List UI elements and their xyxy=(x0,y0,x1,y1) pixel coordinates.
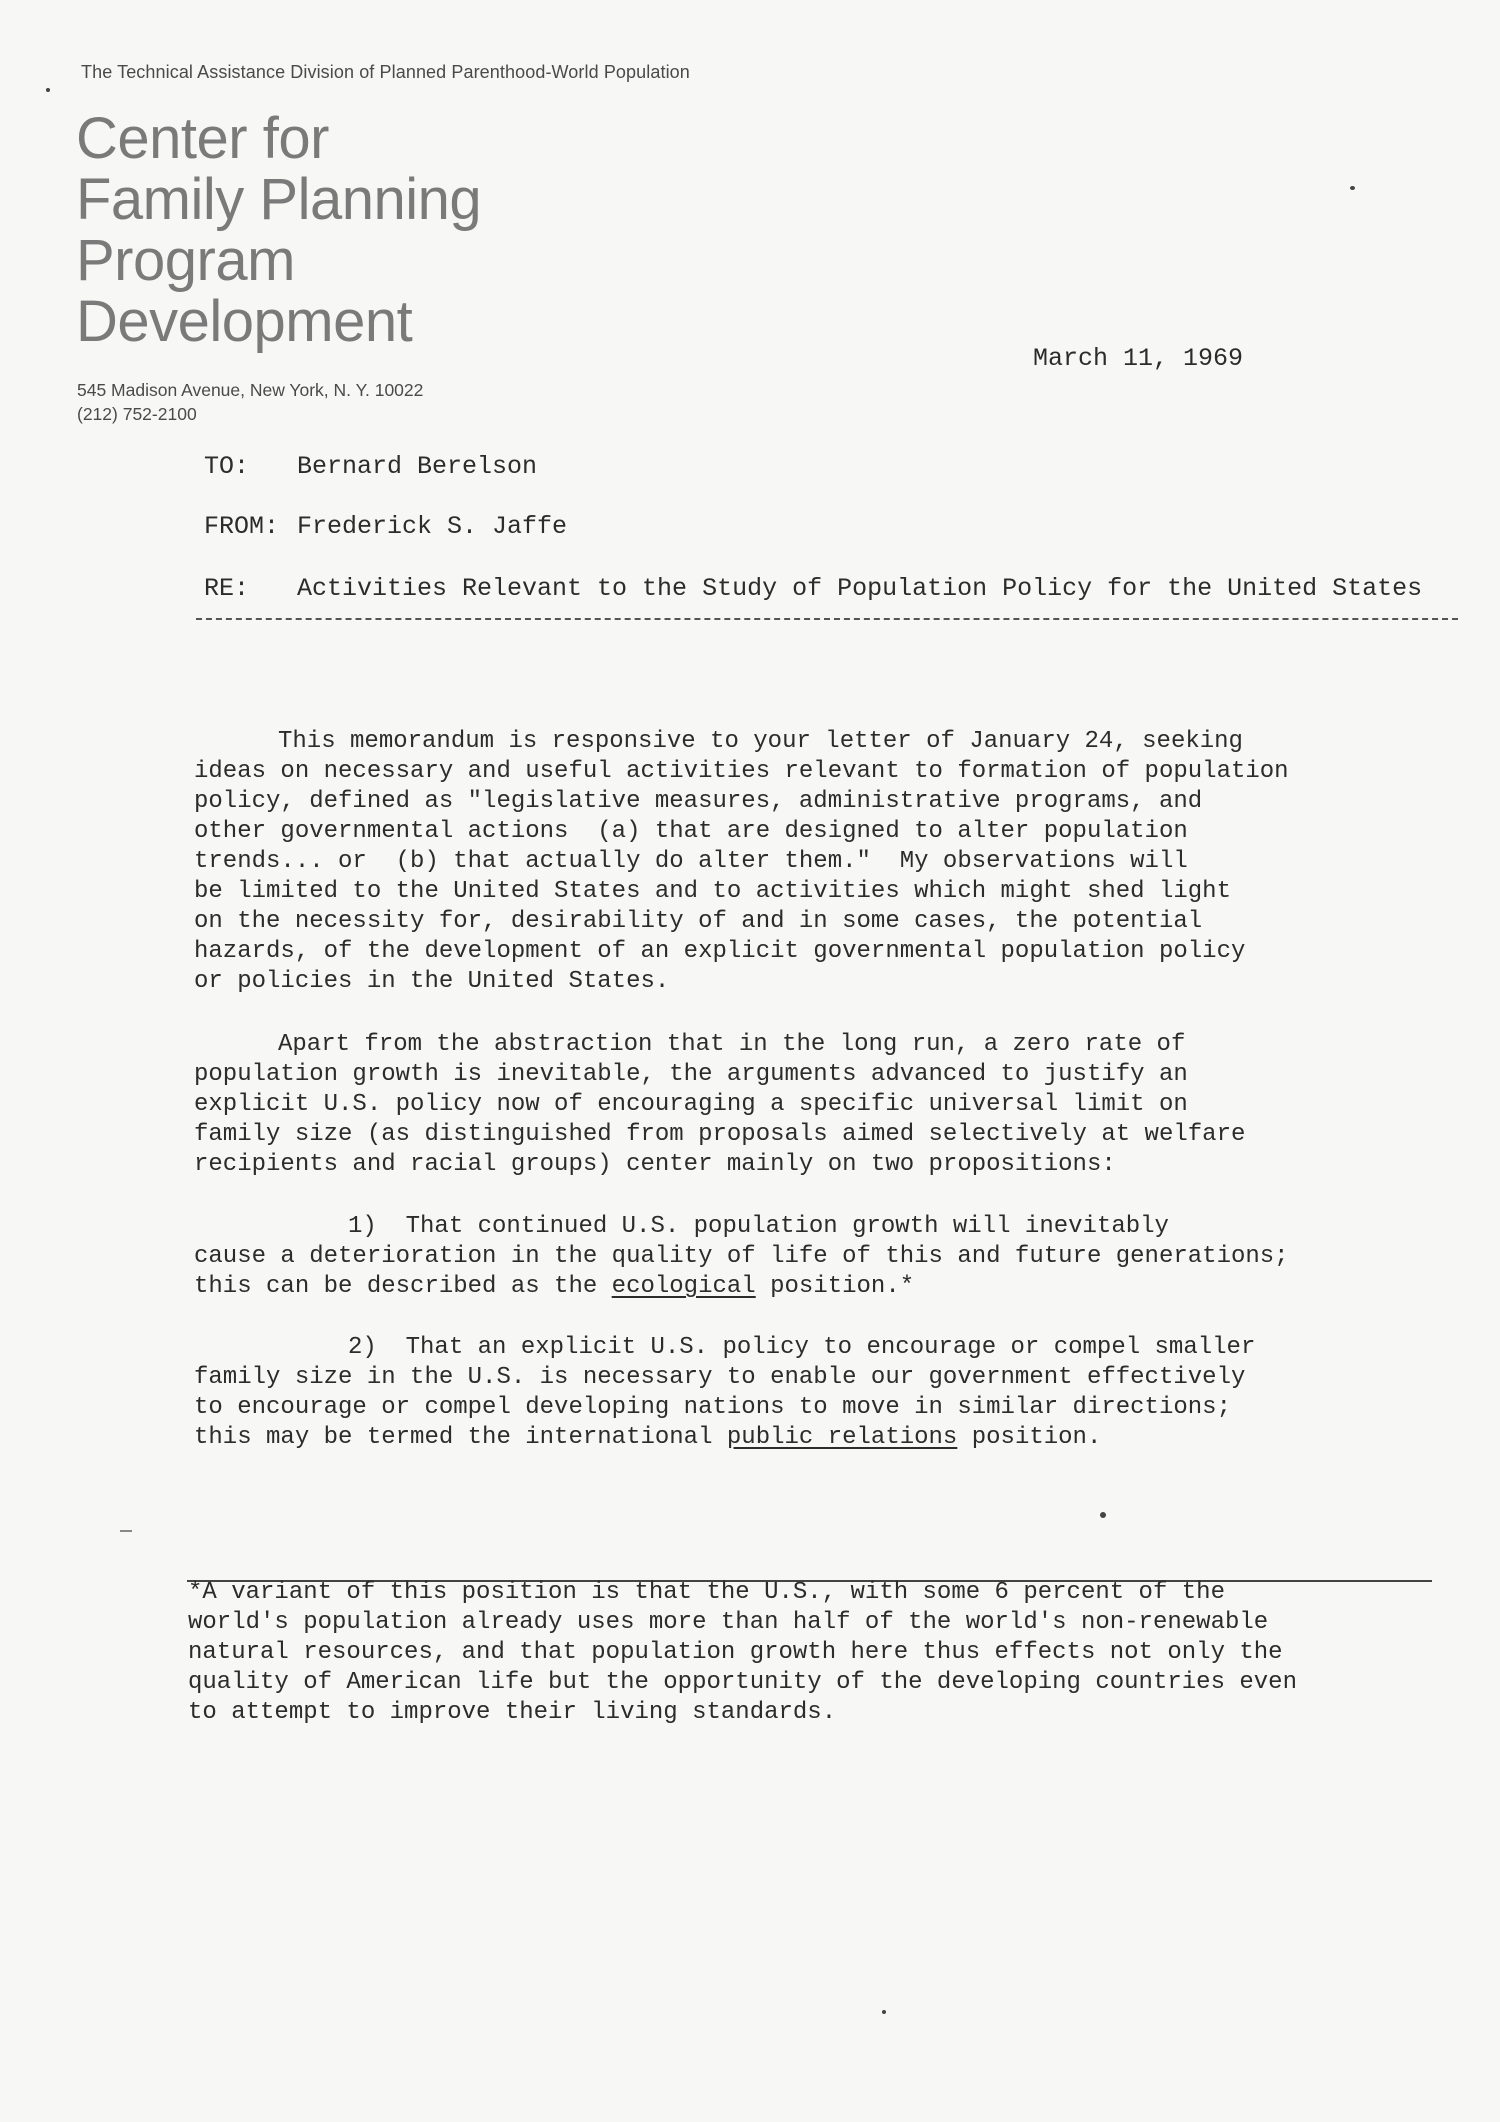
from-label: FROM: xyxy=(204,512,280,541)
text-line xyxy=(194,1423,1384,1453)
center-name-line: Development xyxy=(76,289,413,354)
center-name-line: Family Planning xyxy=(76,167,482,232)
scan-speck xyxy=(1100,1512,1106,1518)
text-segment: this may be termed the international xyxy=(194,1424,727,1451)
header-divider xyxy=(196,618,1458,620)
re-row xyxy=(204,574,1422,603)
proposition-2 xyxy=(194,1333,1384,1453)
text-line: hazards, of the development of an explicit governmental population policy xyxy=(194,938,1246,965)
text-line: trends... or (b) that actually do alter them." My observations will xyxy=(194,848,1188,875)
text-line: family size in the U.S. is necessary to enable our government effectively xyxy=(194,1364,1246,1391)
re-value: Activities Relevant to the Study of Population Policy for the United States xyxy=(297,574,1423,603)
paragraph-1 xyxy=(194,727,1384,997)
center-name-line: Program xyxy=(76,228,295,293)
scan-speck xyxy=(1350,186,1355,190)
text-line: on the necessity for, desirability of and in some cases, the potential xyxy=(194,908,1203,935)
text-line: other governmental actions (a) that are designed to alter population xyxy=(194,818,1188,845)
text-line: cause a deterioration in the quality of life of this and future generations; xyxy=(194,1243,1289,1270)
paragraph-2 xyxy=(194,1030,1384,1180)
text-line: Apart from the abstraction that in the long run, a zero rate of xyxy=(278,1031,1186,1058)
from-value: Frederick S. Jaffe xyxy=(297,512,568,541)
to-label: TO: xyxy=(204,452,250,481)
text-line: recipients and racial groups) center mainly on two propositions: xyxy=(194,1151,1116,1178)
text-line: 2) That an explicit U.S. policy to encourage or compel smaller xyxy=(348,1334,1256,1361)
text-line: family size (as distinguished from proposals aimed selectively at welfare xyxy=(194,1121,1246,1148)
memo-date: March 11, 1969 xyxy=(1033,344,1244,373)
footnote xyxy=(188,1578,1448,1728)
footnote-line: *A variant of this position is that the U.S., with some 6 percent of the xyxy=(188,1579,1225,1606)
text-line: policy, defined as "legislative measures, administrative programs, and xyxy=(194,788,1203,815)
from-row xyxy=(204,512,567,541)
phone-line: (212) 752-2100 xyxy=(77,404,197,424)
text-segment: this can be described as the xyxy=(194,1273,612,1300)
scan-speck xyxy=(46,88,50,92)
text-line: explicit U.S. policy now of encouraging a specific universal limit on xyxy=(194,1091,1188,1118)
text-segment: position.* xyxy=(755,1273,915,1300)
text-line: 1) That continued U.S. population growth will inevitably xyxy=(348,1213,1169,1240)
footnote-line: quality of American life but the opportunity of the developing countries even xyxy=(188,1669,1297,1696)
footnote-line: world's population already uses more than half of the world's non-renewable xyxy=(188,1609,1269,1636)
text-line: population growth is inevitable, the arguments advanced to justify an xyxy=(194,1061,1188,1088)
center-name-line: Center for xyxy=(76,106,329,171)
text-line: or policies in the United States. xyxy=(194,968,670,995)
text-line xyxy=(194,1272,1384,1302)
to-row xyxy=(204,452,537,481)
center-name xyxy=(76,108,481,352)
scan-speck xyxy=(120,1530,132,1532)
footnote-line: to attempt to improve their living standards. xyxy=(188,1699,837,1726)
to-value: Bernard Berelson xyxy=(297,452,538,481)
underlined-term: public relations xyxy=(726,1424,958,1451)
address-block xyxy=(77,378,423,426)
underlined-term: ecological xyxy=(611,1273,756,1300)
scan-speck xyxy=(882,2010,886,2014)
text-segment: position. xyxy=(957,1424,1102,1451)
text-line: ideas on necessary and useful activities relevant to formation of population xyxy=(194,758,1289,785)
text-line: to encourage or compel developing nations to move in similar directions; xyxy=(194,1394,1231,1421)
text-line: be limited to the United States and to activities which might shed light xyxy=(194,878,1231,905)
text-line: This memorandum is responsive to your letter of January 24, seeking xyxy=(278,728,1243,755)
proposition-1 xyxy=(194,1212,1384,1302)
footnote-line: natural resources, and that population growth here thus effects not only the xyxy=(188,1639,1283,1666)
address-line: 545 Madison Avenue, New York, N. Y. 10022 xyxy=(77,380,424,400)
division-line: The Technical Assistance Division of Planned Parenthood-World Population xyxy=(81,62,690,82)
re-label: RE: xyxy=(204,574,250,603)
